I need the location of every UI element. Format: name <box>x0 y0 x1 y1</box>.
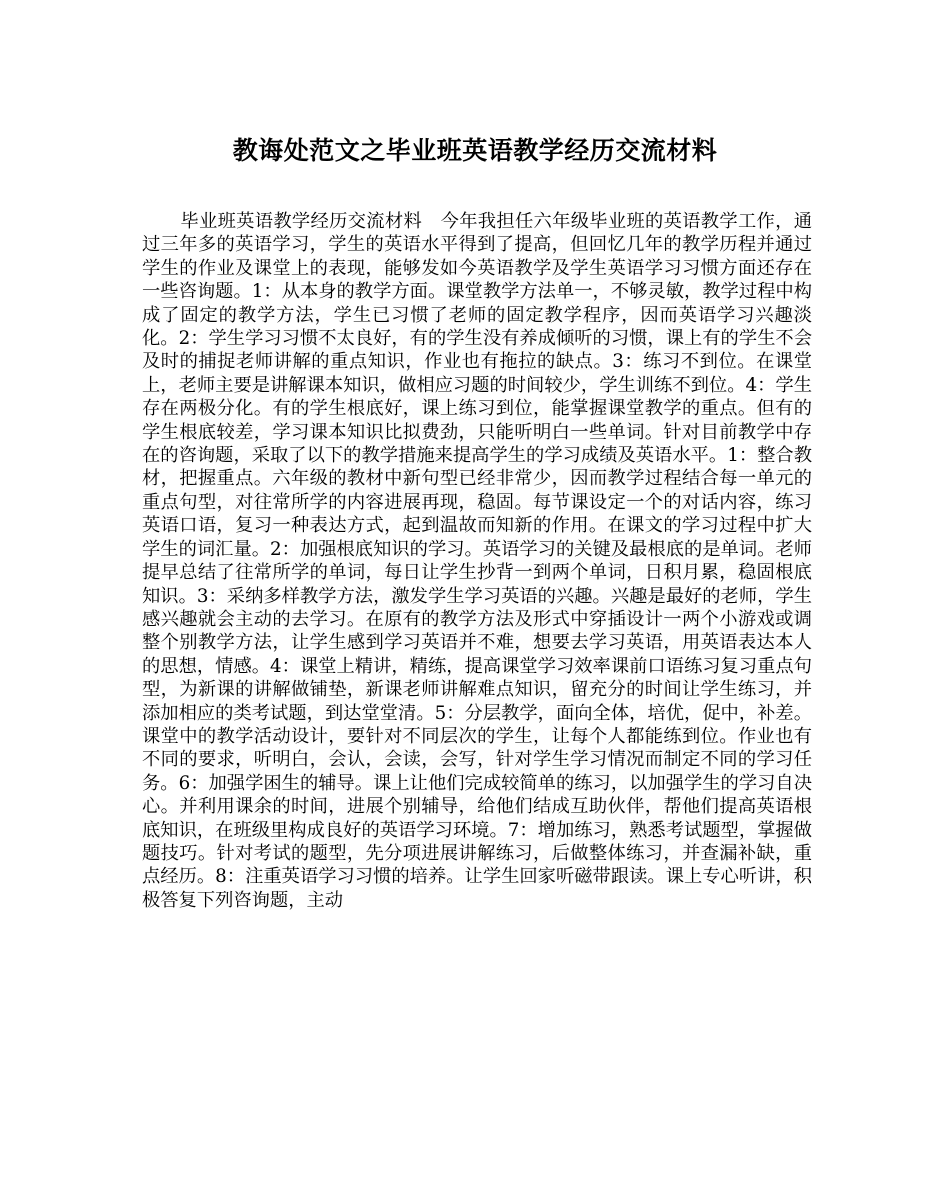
document-title: 教诲处范文之毕业班英语教学经历交流材料 <box>232 136 718 165</box>
document-body-paragraph: 毕业班英语教学经历交流材料 今年我担任六年级毕业班的英语教学工作，通过三年多的英语学习，学生的英语水平得到了提高，但回忆几年的教学历程并通过学生的作业及课堂上的表现，能够发如今英语教学及学生英语学习习惯方面还存在一些咨询题。1：从本身的教学方面。课堂教学方法单一，不够灵敏，教学过程中构成了固定的教学方法，学生已习惯了老师的固定教学程序，因而英语学习兴趣淡化。2：学生学习习惯不太良好，有的学生没有养成倾听的习惯，课上有的学生不会及时的捕捉老师讲解的重点知识，作业也有拖拉的缺点。3：练习不到位。在课堂上，老师主要是讲解课本知识，做相应习题的时间较少，学生训练不到位。4：学生存在两极分化。有的学生根底好，课上练习到位，能掌握课堂教学的重点。但有的学生根底较差，学习课本知识比拟费劲，只能听明白一些单词。针对目前教学中存在的咨询题，采取了以下的教学措施来提高学生的学习成绩及英语水平。1：整合教材，把握重点。六年级的教材中新句型已经非常少，因而教学过程结合每一单元的重点句型，对往常所学的内容进展再现，稳固。每节课设定一个的对话内容，练习英语口语，复习一种表达方式，起到温故而知新的作用。在课文的学习过程中扩大学生的词汇量。2：加强根底知识的学习。英语学习的关键及最根底的是单词。老师提早总结了往常所学的单词，每日让学生抄背一到两个单词，日积月累，稳固根底知识。3：采纳多样教学方法，激发学生学习英语的兴趣。兴趣是最好的老师，学生感兴趣就会主动的去学习。在原有的教学方法及形式中穿插设计一两个小游戏或调整个别教学方法，让学生感到学习英语并不难，想要去学习英语，用英语表达本人的思想，情感。4：课堂上精讲，精练，提高课堂学习效率课前口语练习复习重点句型，为新课的讲解做铺垫，新课老师讲解难点知识，留充分的时间让学生练习，并添加相应的类考试题，到达堂堂清。5：分层教学，面向全体，培优，促中，补差。课堂中的教学活动设计，要针对不同层次的学生，让每个人都能练到位。作业也有不同的要求，听明白，会认，会读，会写，针对学生学习情况而制定不同的学习任务。6：加强学困生的辅导。课上让他们完成较简单的练习，以加强学生的学习自决心。并利用课余的时间，进展个别辅导，给他们结成互助伙伴，帮他们提高英语根底知识，在班级里构成良好的英语学习环境。7：增加练习，熟悉考试题型，掌握做题技巧。针对考试的题型，先分项进展讲解练习，后做整体练习，并查漏补缺，重点经历。8：注重英语学习习惯的培养。让学生回家听磁带跟读。课上专心听讲，积极答复下列咨询题，主动 <box>142 211 812 911</box>
